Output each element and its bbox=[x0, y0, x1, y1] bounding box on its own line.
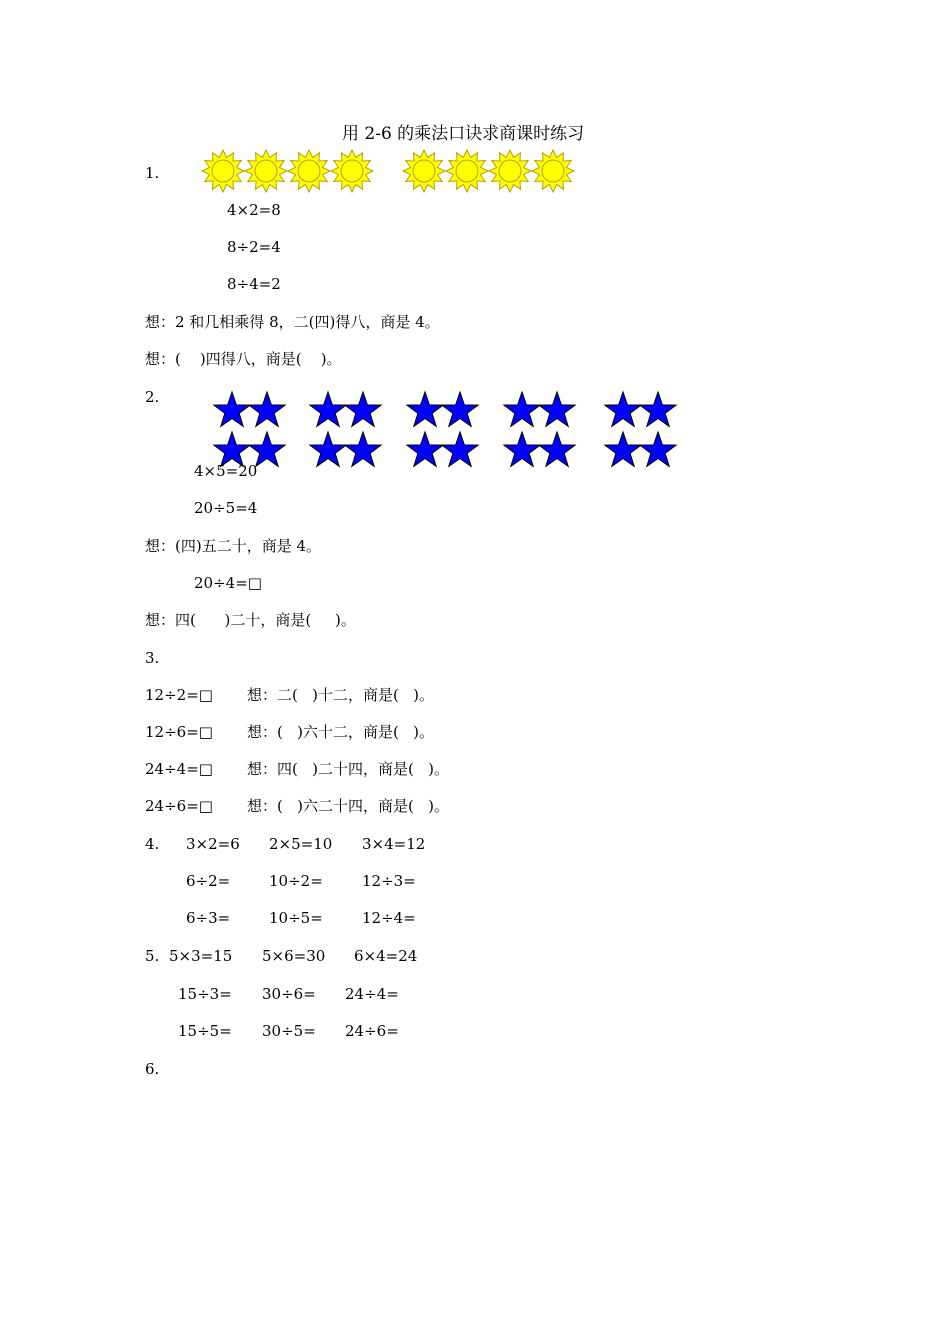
q2-number: 2. bbox=[145, 388, 160, 406]
q5-cell: 15÷5= bbox=[178, 1022, 232, 1040]
q6-number: 6. bbox=[145, 1060, 160, 1078]
star-icon bbox=[504, 432, 540, 466]
star-icon bbox=[640, 432, 676, 466]
q5-cell: 15÷3= bbox=[178, 985, 232, 1003]
q4-cell: 12÷3= bbox=[362, 872, 416, 890]
q3-hint: 想：( )六十二，商是( )。 bbox=[247, 723, 435, 741]
q3-equation: 12÷6=□ bbox=[145, 723, 213, 741]
star-icon bbox=[442, 432, 478, 466]
q1-number: 1. bbox=[145, 164, 160, 182]
q1-equation-3: 8÷4=2 bbox=[227, 275, 281, 293]
q3-equation: 24÷4=□ bbox=[145, 760, 213, 778]
q4-cell: 6÷3= bbox=[186, 909, 231, 927]
q5-number: 5. bbox=[145, 947, 160, 965]
star-icon bbox=[640, 392, 676, 426]
star-icon bbox=[504, 392, 540, 426]
q1-hint-2: 想：( )四得八，商是( )。 bbox=[145, 350, 342, 368]
q3-hint: 想：( )六二十四，商是( )。 bbox=[247, 797, 450, 815]
star-icon bbox=[345, 432, 381, 466]
q1-hint-1: 想：2 和几相乘得 8，二(四)得八，商是 4。 bbox=[145, 313, 440, 331]
q3-number: 3. bbox=[145, 649, 160, 667]
star-icon bbox=[605, 392, 641, 426]
q4-number: 4. bbox=[145, 835, 160, 853]
q2-hint-2: 想：四( )二十，商是( )。 bbox=[145, 611, 356, 629]
star-icon bbox=[407, 392, 443, 426]
star-icon bbox=[539, 392, 575, 426]
page-title: 用 2-6 的乘法口诀求商课时练习 bbox=[342, 124, 585, 144]
q3-hint: 想：二( )十二，商是( )。 bbox=[247, 686, 435, 704]
q1-equation-2: 8÷2=4 bbox=[227, 238, 281, 256]
q4-cell: 10÷2= bbox=[269, 872, 323, 890]
q3-equation: 24÷6=□ bbox=[145, 797, 213, 815]
q2-equation-3: 20÷4=□ bbox=[194, 574, 262, 592]
q2-equation-2: 20÷5=4 bbox=[194, 499, 258, 517]
q5-cell: 30÷5= bbox=[262, 1022, 316, 1040]
q5-cell: 24÷6= bbox=[345, 1022, 399, 1040]
star-icon bbox=[345, 392, 381, 426]
star-icon bbox=[310, 392, 346, 426]
q4-cell: 10÷5= bbox=[269, 909, 323, 927]
star-icon bbox=[407, 432, 443, 466]
q4-cell: 3×4=12 bbox=[362, 835, 426, 853]
q3-equation: 12÷2=□ bbox=[145, 686, 213, 704]
q5-cell: 5×3=15 bbox=[169, 947, 233, 965]
star-icon bbox=[214, 392, 250, 426]
star-icon bbox=[249, 392, 285, 426]
star-icon bbox=[310, 432, 346, 466]
star-icon bbox=[605, 432, 641, 466]
q5-cell: 30÷6= bbox=[262, 985, 316, 1003]
q2-hint-1: 想：(四)五二十，商是 4。 bbox=[145, 537, 322, 555]
q5-cell: 24÷4= bbox=[345, 985, 399, 1003]
q5-cell: 5×6=30 bbox=[262, 947, 326, 965]
q4-cell: 12÷4= bbox=[362, 909, 416, 927]
q1-equation-1: 4×2=8 bbox=[227, 201, 281, 219]
q4-cell: 3×2=6 bbox=[186, 835, 240, 853]
q4-cell: 6÷2= bbox=[186, 872, 231, 890]
q4-cell: 2×5=10 bbox=[269, 835, 333, 853]
q2-equation-1: 4×5=20 bbox=[194, 462, 258, 480]
star-icon bbox=[539, 432, 575, 466]
q5-cell: 6×4=24 bbox=[354, 947, 418, 965]
star-icon bbox=[442, 392, 478, 426]
q3-hint: 想：四( )二十四，商是( )。 bbox=[247, 760, 450, 778]
